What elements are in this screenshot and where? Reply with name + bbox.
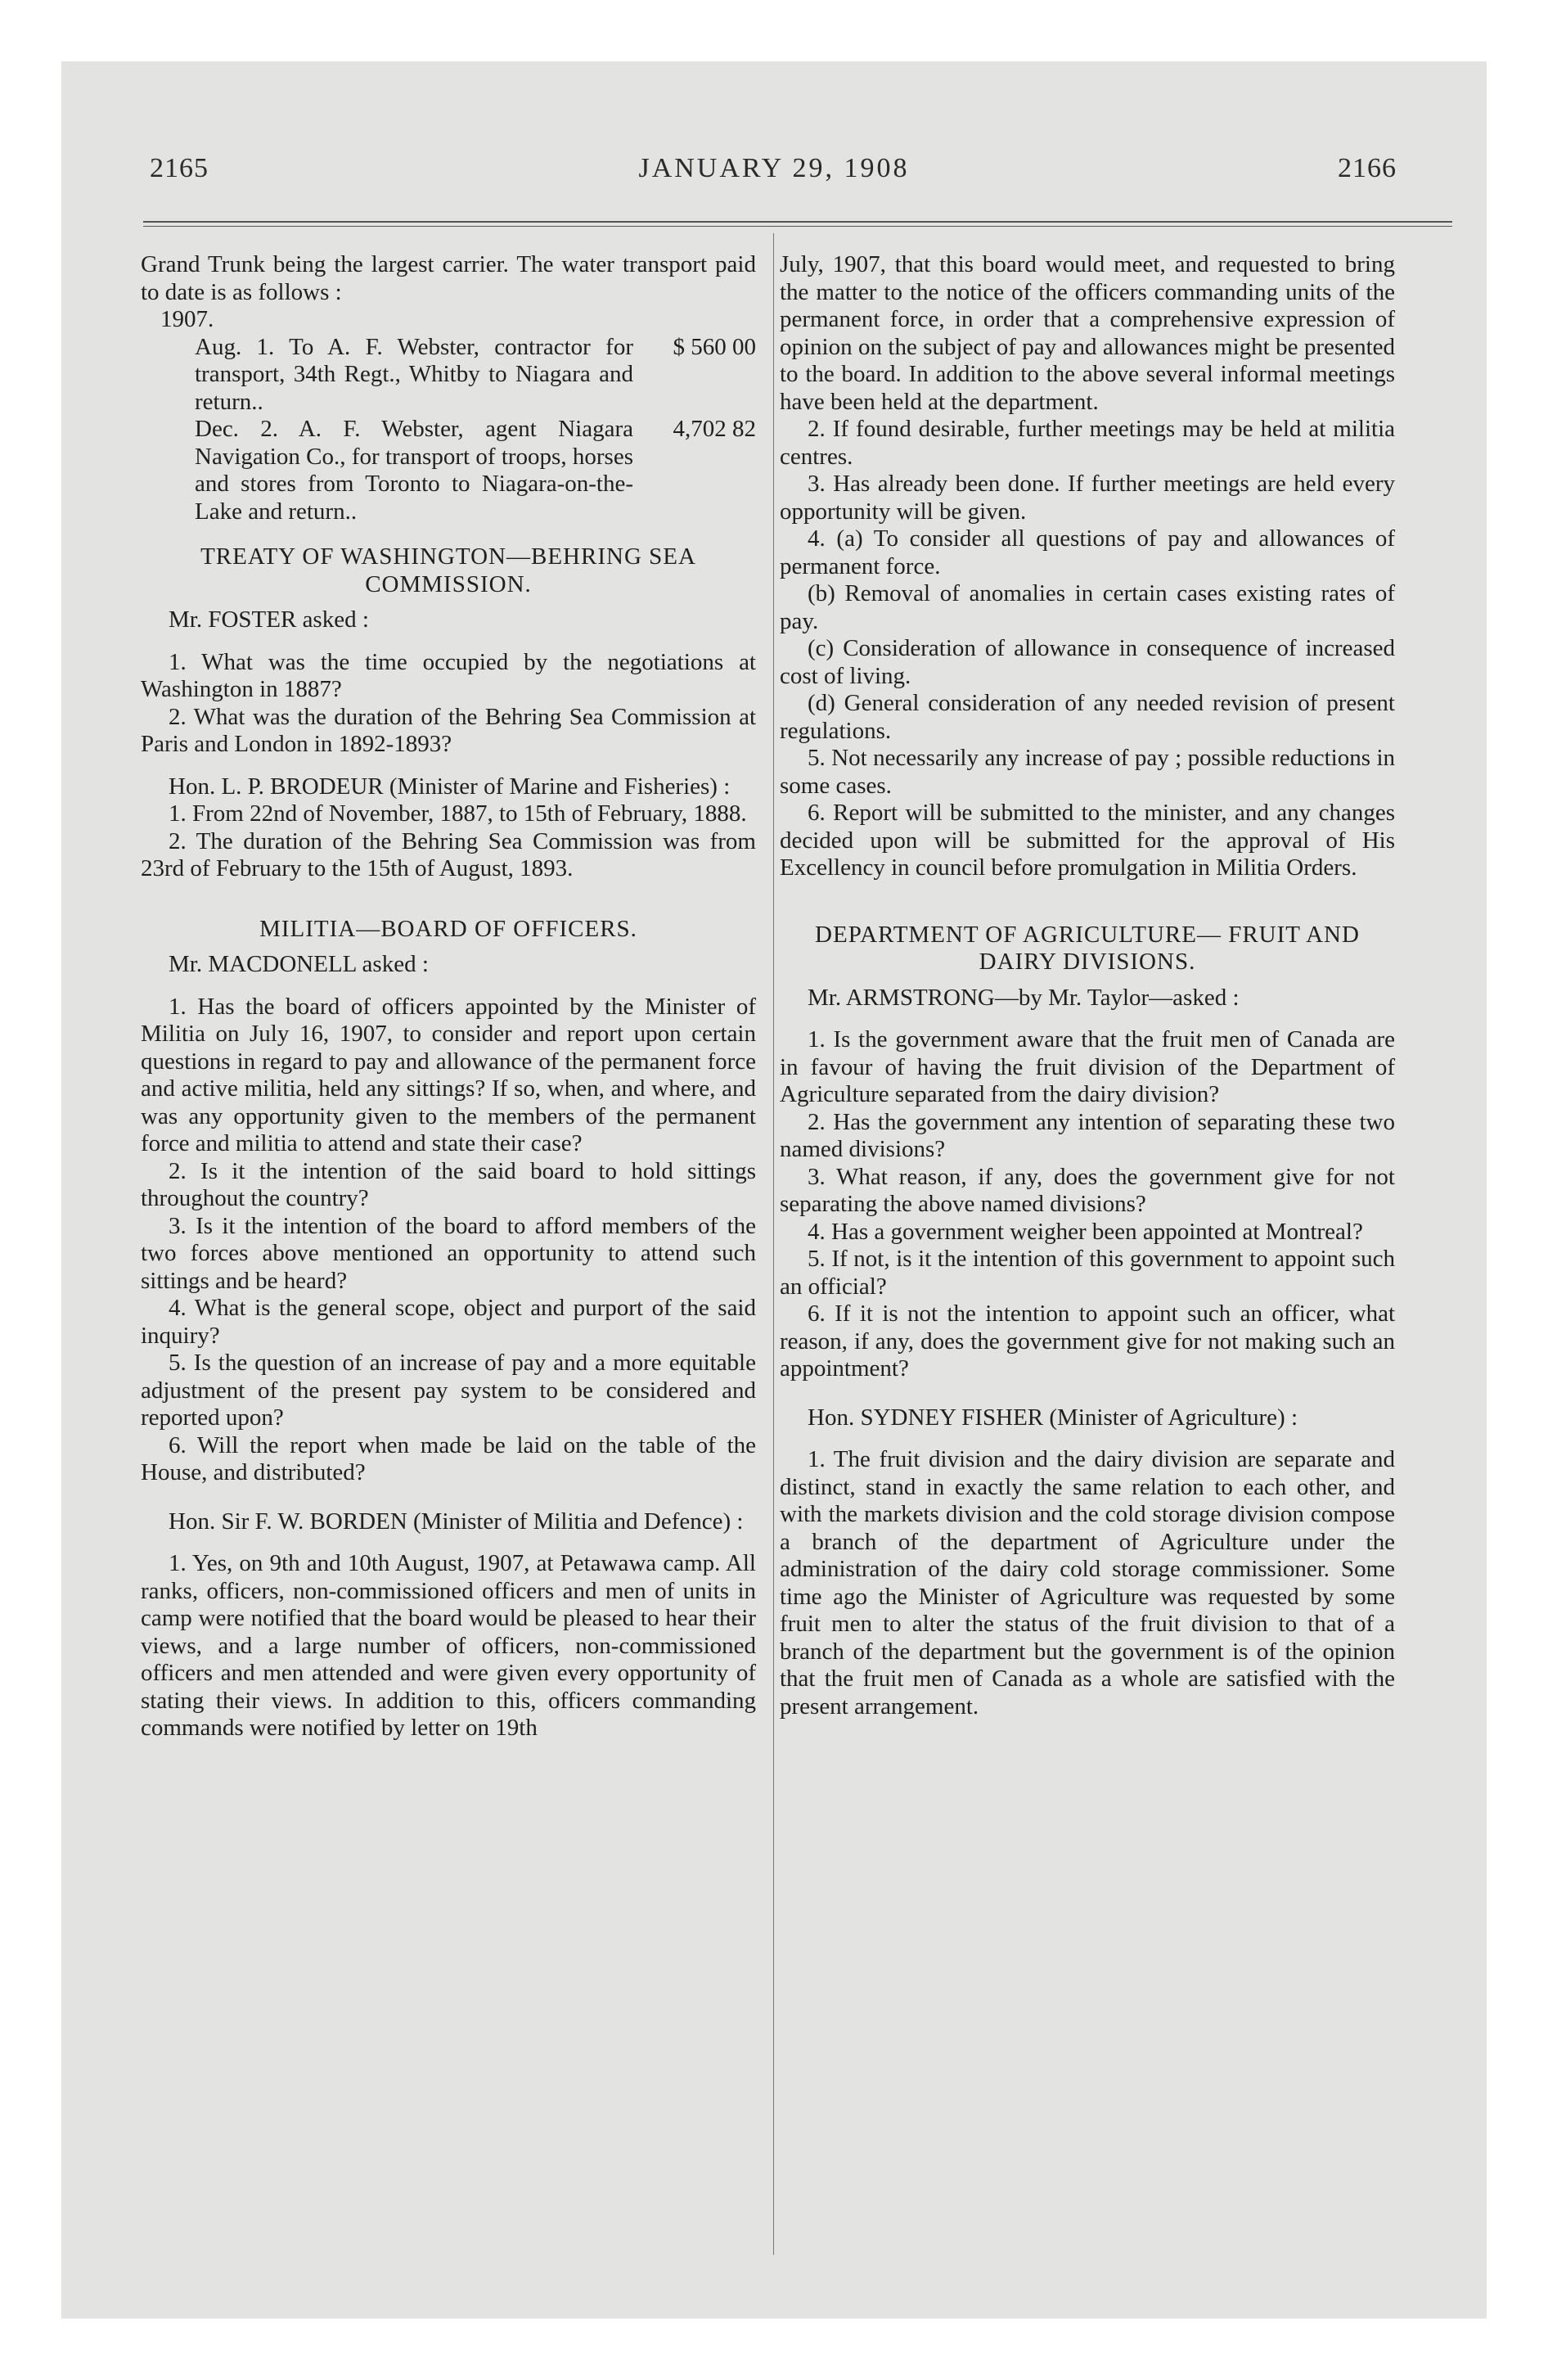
- question: 4. What is the general scope, object and purport of the said inquiry?: [141, 1295, 756, 1349]
- question: 1. What was the time occupied by the negotiations at Washington in 1887?: [141, 648, 756, 702]
- answer-heading: Hon. Sir F. W. BORDEN (Minister of Militia and Defence) :: [169, 1508, 744, 1535]
- page-sheet: [61, 61, 1487, 2319]
- question: 1. Is the government aware that the fruit men of Canada are in favour of having the fruit division of the Department of Agriculture separated from the dairy division?: [780, 1026, 1395, 1107]
- answer: 2. If found desirable, further meetings may be held at militia centres.: [780, 416, 1395, 470]
- answer-heading: Hon. SYDNEY FISHER (Minister of Agriculture) :: [808, 1404, 1298, 1431]
- right-column: [780, 251, 1395, 1720]
- answer: 1. The fruit division and the dairy division are separate and distinct, stand in exactly the same relation to each other, and with the markets division and the cold storage division compose a branch of the department of Agriculture under the administration of the dairy cold storage commissioner. Some time ago the Minister of Agriculture was requested by some fruit men to alter the status of the fruit division to that of a branch of the department but the government is of the opinion that the fruit men of Canada as a whole are satisfied with the present arrangement.: [780, 1446, 1395, 1720]
- question: 2. What was the duration of the Behring Sea Commission at Paris and London in 1892-1893?: [141, 703, 756, 757]
- header-rule-thin: [143, 226, 1452, 227]
- ledger-entry-text: Aug. 1. To A. F. Webster, contractor for transport, 34th Regt., Whitby to Niagara and return..: [195, 333, 633, 415]
- page-title: JANUARY 29, 1908: [638, 153, 910, 183]
- asked-line: Mr. ARMSTRONG—by Mr. Taylor—asked :: [808, 984, 1240, 1011]
- answer: 1. From 22nd of November, 1887, to 15th of February, 1888.: [169, 800, 747, 827]
- section-heading: TREATY OF WASHINGTON—BEHRING SEA COMMISSION.: [200, 543, 696, 597]
- answer: 4. (a) To consider all questions of pay and allowances of permanent force.: [780, 525, 1395, 579]
- year-label: 1907.: [160, 306, 214, 332]
- question: 3. What reason, if any, does the government give for not separating the above named divisions?: [780, 1163, 1395, 1217]
- column-divider: [773, 233, 774, 2255]
- asked-line: Mr. FOSTER asked :: [169, 606, 369, 633]
- question: 1. Has the board of officers appointed by the Minister of Militia on July 16, 1907, to consider and report upon certain questions in regard to pay and allowance of the permanent force and active militia, held any sittings? If so, when, and where, and was any opportunity given to the members of the permanent force and militia to attend and state their case?: [141, 993, 756, 1156]
- ledger-entry-text: Dec. 2. A. F. Webster, agent Niagara Navigation Co., for transport of troops, horses and stores from Toronto to Niagara-on-the-Lake and return..: [195, 416, 633, 525]
- page-number-right: 2166: [1338, 153, 1397, 183]
- ledger-entry: [141, 416, 756, 525]
- answer-heading: Hon. L. P. BRODEUR (Minister of Marine and Fisheries) :: [169, 773, 731, 800]
- question: 6. Will the report when made be laid on the table of the House, and distributed?: [141, 1431, 756, 1485]
- answer: 5. Not necessarily any increase of pay ; possible reductions in some cases.: [780, 745, 1395, 799]
- answer: (d) General consideration of any needed revision of present regulations.: [780, 690, 1395, 744]
- ledger-entry-amount: 4,702 82: [673, 416, 756, 442]
- answer: 1. Yes, on 9th and 10th August, 1907, at Petawawa camp. All ranks, officers, non-commissioned officers and men of units in camp were notified that the board would be pleased to hear their views, and a large number of officers, non-commissioned officers and men attended and were given every opportunity of stating their views. In addition to this, officers commanding commands were notified by letter on 19th: [141, 1550, 756, 1741]
- question: 2. Is it the intention of the said board to hold sittings throughout the country?: [141, 1157, 756, 1211]
- question: 5. Is the question of an increase of pay and a more equitable adjustment of the present pay system to be considered and reported upon?: [141, 1350, 756, 1431]
- answer: 6. Report will be submitted to the minister, and any changes decided upon will be submitted for the approval of His Excellency in council before promulgation in Militia Orders.: [780, 800, 1395, 881]
- asked-line: Mr. MACDONELL asked :: [169, 951, 429, 977]
- section-heading: DEPARTMENT OF AGRICULTURE— FRUIT AND DAIRY DIVISIONS.: [815, 921, 1360, 975]
- question: 6. If it is not the intention to appoint such an officer, what reason, if any, does the government give for not making such an appointment?: [780, 1300, 1395, 1382]
- section-heading: MILITIA—BOARD OF OFFICERS.: [259, 915, 637, 942]
- question: 4. Has a government weigher been appointed at Montreal?: [808, 1218, 1363, 1245]
- left-column: [141, 251, 756, 1742]
- ledger-entry: [141, 334, 756, 417]
- question: 3. Is it the intention of the board to afford members of the two forces above mentioned an opportunity to attend such sittings and be heard?: [141, 1212, 756, 1294]
- header-rule: [143, 221, 1452, 223]
- answer: 2. The duration of the Behring Sea Commission was from 23rd of February to the 15th of August, 1893.: [141, 827, 756, 881]
- paragraph: Grand Trunk being the largest carrier. The water transport paid to date is as follows :: [141, 251, 756, 305]
- question: 5. If not, is it the intention of this government to appoint such an official?: [780, 1246, 1395, 1300]
- ledger-entry-amount: $ 560 00: [673, 333, 756, 360]
- answer: 3. Has already been done. If further meetings are held every opportunity will be given.: [780, 471, 1395, 525]
- answer: (b) Removal of anomalies in certain cases existing rates of pay.: [780, 580, 1395, 634]
- page-number-left: 2165: [150, 153, 209, 183]
- question: 2. Has the government any intention of separating these two named divisions?: [780, 1108, 1395, 1162]
- paragraph: July, 1907, that this board would meet, and requested to bring the matter to the notice of the officers commanding units of the permanent force, in order that a comprehensive expression of opinion on the subject of pay and allowances might be presented to the board. In addition to the above several informal meetings have been held at the department.: [780, 251, 1395, 415]
- answer: (c) Consideration of allowance in consequence of increased cost of living.: [780, 635, 1395, 689]
